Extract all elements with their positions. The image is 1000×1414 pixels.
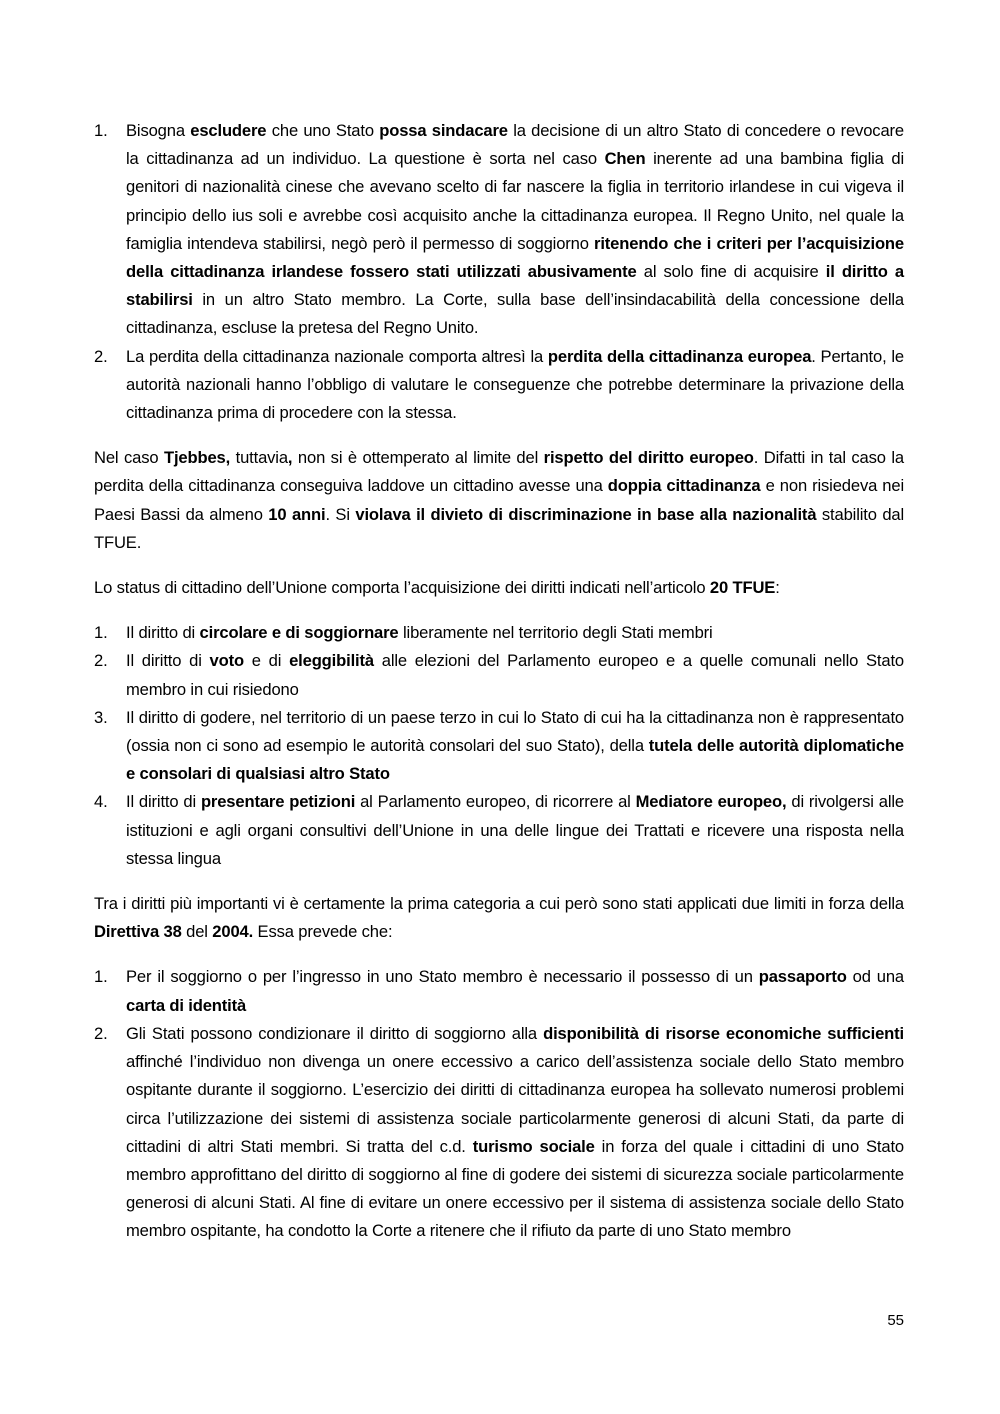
text-run: La perdita della cittadinanza nazionale comporta altresì la — [126, 346, 548, 366]
bold-text: 10 anni — [268, 504, 326, 524]
bold-text: Mediatore europeo, — [635, 792, 787, 812]
bold-text: rispetto del diritto europeo — [543, 448, 754, 468]
list-item-number: 3. — [94, 707, 108, 727]
list-item-number: 1. — [94, 967, 108, 987]
bold-text: , — [287, 448, 293, 468]
text-run: di rivolgersi alle istituzioni e agli organi consultivi dell’Unione in una delle lingue dei Trattati e ricevere una risposta nella stessa lingua — [126, 792, 904, 868]
text-run: in un altro Stato membro. La Corte, sulla base dell’insindacabilità della concessione della cittadinanza, escluse la pretesa del Regno Unito. — [126, 290, 904, 338]
text-run: in forza del quale i cittadini di uno Stato membro approfittano del diritto di soggiorno al fine di godere dei sistemi di sicurezza sociale particolarmente generosi di alcuni Stati. Al fine di evitare un onere eccessivo per il sistema di assistenza sociale dello Stato membro ospitante, ha condotto la Corte a ritenere che il rifiuto da parte di uno Stato membro — [126, 1136, 904, 1241]
list-item-number: 4. — [94, 792, 108, 812]
page-number: 55 — [887, 1312, 904, 1329]
text-run: Il diritto di — [126, 623, 200, 643]
text-run: stabilito dal TFUE. — [94, 504, 905, 552]
text-run: Per il soggiorno o per l’ingresso in uno Stato membro è necessario il possesso di un — [126, 967, 759, 987]
text-run: tuttavia — [230, 448, 288, 468]
bold-text: disponibilità di risorse economiche sufficienti — [543, 1023, 904, 1043]
text-run: affinché l’individuo non divenga un onere eccessivo a carico dell’assistenza sociale dello Stato membro ospitante durante il soggiorno. L’esercizio dei diritti di cittadinanza europea ha sollevato numerosi problemi circa l’utilizzazione dei sistemi di assistenza sociale particolarmente generosi di alcuni Stati, da parte di cittadini di altri Stati membri. Si tratta del c.d. — [126, 1052, 904, 1156]
list-item-number: 2. — [94, 346, 108, 366]
text-run: od una — [846, 967, 904, 987]
text-run: Nel caso — [94, 448, 164, 468]
bold-text: voto — [209, 651, 244, 671]
text-run: al solo fine di acquisire — [636, 262, 826, 282]
list-item — [94, 963, 904, 1019]
text-run: e non risiedeva nei Paesi Bassi da almeno — [94, 476, 904, 524]
bold-text: escludere — [190, 121, 267, 140]
paragraph-tjebbes — [94, 444, 904, 557]
text-run: Gli Stati possono condizionare il diritto di soggiorno alla — [126, 1023, 544, 1043]
bold-text: il diritto a stabilirsi — [126, 262, 904, 310]
text-run: inerente ad una bambina figlia di genitori di nazionalità cinese che avevano scelto di far nascere la figlia in territorio irlandese in cui vigeva il principio dello ius soli e avrebbe così acquisito anche la cittadinanza europea. Il Regno Unito, nel quale la famiglia intendeva stabilirsi, negò però il permesso di soggiorno — [126, 149, 904, 253]
text-run: Tra i diritti più importanti vi è certamente la prima categoria a cui però sono stati applicati due limiti in forza della — [94, 894, 904, 914]
list-item — [94, 343, 904, 428]
text-run: liberamente nel territorio degli Stati membri — [398, 623, 713, 643]
list-citizen-rights — [94, 619, 904, 873]
list-directive-conditions — [94, 963, 904, 1245]
list-item — [94, 1020, 904, 1246]
bold-text: eleggibilità — [289, 651, 374, 671]
text-run: e di — [243, 651, 290, 671]
text-run: . Pertanto, le autorità nazionali hanno l’obbligo di valutare le conseguenze che potrebbe determinare la privazione della cittadinanza prima di procedere con la stessa. — [126, 346, 904, 423]
list-item — [94, 647, 904, 703]
text-run: : — [775, 578, 780, 598]
text-run: . Si — [325, 504, 356, 524]
list-item — [94, 704, 904, 789]
text-run: al Parlamento europeo, di ricorrere al — [355, 792, 636, 812]
list-item-number: 1. — [94, 121, 108, 140]
text-run: che uno Stato — [266, 121, 380, 140]
bold-text: presentare petizioni — [200, 792, 356, 812]
text-run: Essa prevede che: — [253, 922, 393, 942]
bold-text: Tjebbes, — [163, 448, 231, 468]
bold-text: 20 TFUE — [709, 578, 776, 598]
bold-text: ritenendo che i criteri per l’acquisizione della cittadinanza irlandese fossero stati utilizzati abusivamente — [126, 233, 904, 282]
page-content — [94, 117, 904, 1246]
bold-text: Chen — [604, 149, 646, 169]
bold-text: doppia cittadinanza — [607, 476, 761, 496]
text-run: del — [181, 922, 213, 942]
bold-text: circolare e di soggiornare — [199, 623, 399, 643]
text-run: non si è ottemperato al limite del — [292, 448, 544, 468]
text-run: la decisione di un altro Stato di concedere o revocare la cittadinanza ad un individuo. La questione è sorta nel caso — [126, 121, 904, 169]
list-item-number: 2. — [94, 1023, 108, 1043]
list-item — [94, 619, 904, 647]
text-run: Lo status di cittadino dell’Unione comporta l’acquisizione dei diritti indicati nell’articolo — [94, 578, 710, 598]
text-run: Il diritto di — [126, 792, 201, 812]
bold-text: Direttiva 38 — [94, 922, 182, 942]
bold-text: passaporto — [758, 967, 847, 987]
paragraph-union-status — [94, 574, 904, 602]
bold-text: turismo sociale — [472, 1136, 595, 1156]
bold-text: carta di identità — [126, 995, 247, 1015]
bold-text: tutela delle autorità diplomatiche e consolari di qualsiasi altro Stato — [126, 736, 905, 784]
text-run: alle elezioni del Parlamento europeo e a quelle comunali nello Stato membro in cui risiedono — [126, 651, 904, 699]
bold-text: possa sindacare — [379, 121, 508, 140]
text-run: Il diritto di godere, nel territorio di un paese terzo in cui lo Stato di cui ha la cittadinanza non è rappresentato (ossia non ci sono ad esempio le autorità consolari del suo Stato), della — [126, 707, 904, 756]
list-item-number: 2. — [94, 651, 108, 671]
text-run: . Difatti in tal caso la perdita della cittadinanza conseguiva laddove un cittadino avesse una — [94, 448, 905, 496]
list-item-number: 1. — [94, 623, 108, 643]
bold-text: violava il divieto di discriminazione in base alla nazionalità — [355, 504, 817, 524]
list-citizenship-limits — [94, 117, 904, 427]
list-item — [94, 788, 904, 873]
list-item — [94, 117, 904, 343]
text-run: Il diritto di — [126, 651, 210, 671]
bold-text: perdita della cittadinanza europea — [547, 346, 812, 366]
text-run: Bisogna — [126, 121, 191, 140]
paragraph-directive-38 — [94, 890, 904, 946]
bold-text: 2004. — [212, 922, 254, 942]
